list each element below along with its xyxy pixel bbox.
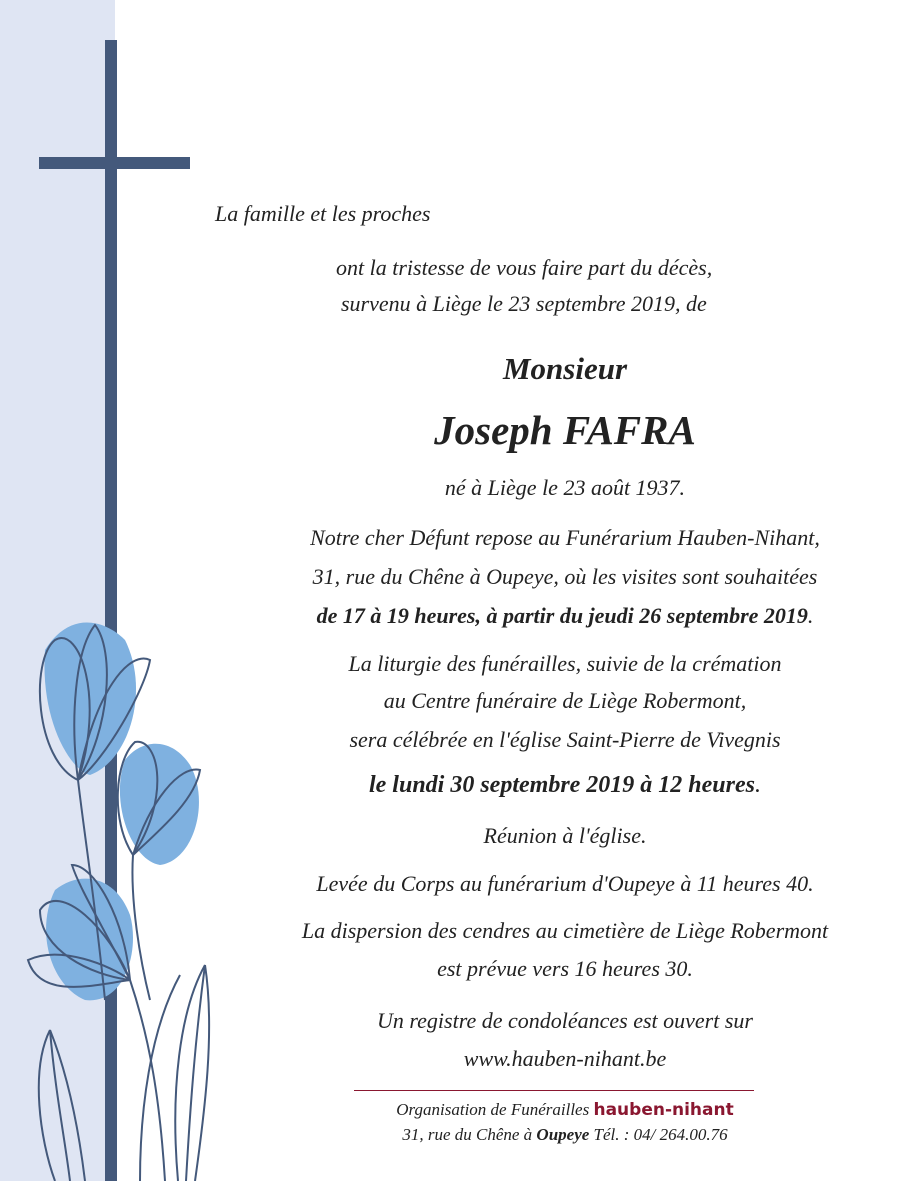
footer-address bbox=[106, 1125, 918, 1145]
footer-address-pre: 31, rue du Chêne à bbox=[402, 1125, 533, 1144]
liturgy-date-bold: le lundi 30 septembre 2019 à 12 heures bbox=[368, 772, 755, 798]
footer-city: Oupeye bbox=[536, 1125, 590, 1144]
visitation-times bbox=[106, 603, 918, 629]
liturgy-date-end: . bbox=[755, 772, 761, 798]
liturgy-line-3: sera célébrée en l'église Saint-Pierre de Vivegnis bbox=[349, 727, 781, 752]
footer-org-label: Organisation de Funérailles bbox=[396, 1100, 590, 1119]
deceased-title: Monsieur bbox=[502, 351, 628, 386]
footer-divider bbox=[354, 1090, 754, 1091]
visitation-times-bold: de 17 à 19 heures, à partir du jeudi 26 septembre 2019 bbox=[316, 603, 808, 628]
condolences-line: Un registre de condoléances est ouvert sur bbox=[377, 1008, 753, 1033]
visitation-line-1: Notre cher Défunt repose au Funérarium Hauben-Nihant, bbox=[310, 525, 820, 550]
liturgy-line-1: La liturgie des funérailles, suivie de la crémation bbox=[348, 651, 782, 676]
meeting-line: Réunion à l'église. bbox=[483, 823, 647, 848]
condolences-website[interactable]: www.hauben-nihant.be bbox=[463, 1046, 667, 1071]
family-line: La famille et les proches bbox=[215, 201, 431, 226]
brand-logo: hauben-nihant bbox=[593, 1100, 734, 1120]
decoration bbox=[0, 0, 240, 1181]
dispersion-line-2: est prévue vers 16 heures 30. bbox=[437, 956, 693, 981]
liturgy-line-2: au Centre funéraire de Liège Robermont, bbox=[383, 688, 747, 713]
levee-line: Levée du Corps au funérarium d'Oupeye à 11 heures 40. bbox=[316, 871, 814, 896]
visitation-line-2: 31, rue du Chêne à Oupeye, où les visites sont souhaitées bbox=[312, 564, 818, 589]
visitation-times-end: . bbox=[807, 603, 814, 628]
intro-line-1: ont la tristesse de vous faire part du décès, bbox=[336, 255, 713, 280]
liturgy-date bbox=[106, 772, 918, 799]
footer-phone: Tél. : 04/ 264.00.76 bbox=[593, 1125, 728, 1144]
footer-organisation bbox=[106, 1100, 918, 1120]
deceased-name: Joseph FAFRA bbox=[434, 407, 696, 453]
birth-line: né à Liège le 23 août 1937. bbox=[444, 475, 686, 500]
intro-line-2: survenu à Liège le 23 septembre 2019, de bbox=[341, 291, 707, 316]
dispersion-line-1: La dispersion des cendres au cimetière de Liège Robermont bbox=[301, 918, 829, 943]
